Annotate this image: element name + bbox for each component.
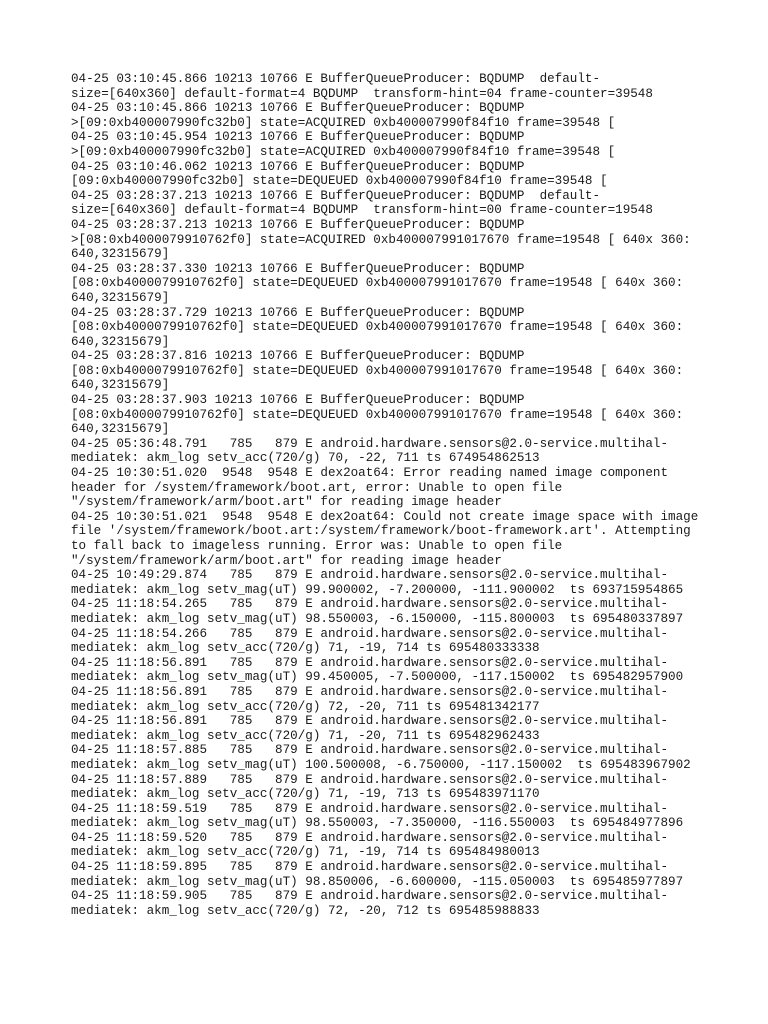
log-line: 640,32315679] bbox=[71, 247, 170, 262]
log-line: 04-25 11:18:59.519 785 879 E android.hardware.sensors@2.0-service.multihal- bbox=[71, 801, 669, 816]
log-line: mediatek: akm_log setv_mag(uT) 98.850006, -6.600000, -115.050003 ts 695485977897 bbox=[71, 874, 684, 889]
log-line: 04-25 11:18:54.266 785 879 E android.hardware.sensors@2.0-service.multihal- bbox=[71, 626, 669, 641]
log-line: mediatek: akm_log setv_acc(720/g) 72, -20, 711 ts 695481342177 bbox=[71, 699, 540, 714]
log-line: [08:0xb4000079910762f0] state=DEQUEUED 0xb400007991017670 frame=19548 [ 640x 360: bbox=[71, 320, 684, 335]
log-line: 04-25 10:30:51.021 9548 9548 E dex2oat64: Could not create image space with image bbox=[71, 509, 699, 524]
log-line: 04-25 11:18:54.265 785 879 E android.hardware.sensors@2.0-service.multihal- bbox=[71, 597, 669, 612]
log-line: 640,32315679] bbox=[71, 422, 170, 437]
log-line: 04-25 11:18:59.905 785 879 E android.hardware.sensors@2.0-service.multihal- bbox=[71, 889, 669, 904]
log-line: 04-25 03:10:45.954 10213 10766 E BufferQueueProducer: BQDUMP bbox=[71, 130, 525, 145]
log-line: [08:0xb4000079910762f0] state=DEQUEUED 0xb400007991017670 frame=19548 [ 640x 360: bbox=[71, 363, 684, 378]
log-line: header for /system/framework/boot.art, error: Unable to open file bbox=[71, 480, 563, 495]
log-line: 04-25 11:18:56.891 785 879 E android.hardware.sensors@2.0-service.multihal- bbox=[71, 714, 669, 729]
log-line: 04-25 11:18:57.885 785 879 E android.hardware.sensors@2.0-service.multihal- bbox=[71, 743, 669, 758]
log-line: mediatek: akm_log setv_acc(720/g) 72, -20, 712 ts 695485988833 bbox=[71, 903, 540, 918]
log-line: 640,32315679] bbox=[71, 334, 170, 349]
log-line: to fall back to imageless running. Error was: Unable to open file bbox=[71, 539, 563, 553]
log-line: mediatek: akm_log setv_mag(uT) 99.450005, -7.500000, -117.150002 ts 695482957900 bbox=[71, 670, 684, 685]
log-line: 04-25 03:28:37.213 10213 10766 E BufferQueueProducer: BQDUMP bbox=[71, 217, 525, 232]
log-text-block bbox=[71, 72, 731, 918]
log-line: mediatek: akm_log setv_mag(uT) 99.900002, -7.200000, -111.900002 ts 693715954865 bbox=[71, 582, 684, 597]
log-line: mediatek: akm_log setv_mag(uT) 98.550003, -6.150000, -115.800003 ts 695480337897 bbox=[71, 611, 684, 626]
log-line: 04-25 03:28:37.816 10213 10766 E BufferQueueProducer: BQDUMP bbox=[71, 349, 525, 364]
log-line: [09:0xb400007990fc32b0] state=DEQUEUED 0xb400007990f84f10 frame=39548 [ bbox=[71, 174, 608, 189]
log-line: file '/system/framework/boot.art:/system/framework/boot-framework.art'. Attempting bbox=[71, 524, 691, 539]
log-line: mediatek: akm_log setv_acc(720/g) 71, -19, 714 ts 695480333338 bbox=[71, 641, 540, 656]
log-line: 04-25 10:49:29.874 785 879 E android.hardware.sensors@2.0-service.multihal- bbox=[71, 568, 669, 583]
log-line: "/system/framework/arm/boot.art" for reading image header bbox=[71, 553, 502, 568]
log-line: mediatek: akm_log setv_mag(uT) 98.550003, -7.350000, -116.550003 ts 695484977896 bbox=[71, 816, 684, 831]
log-line: 04-25 11:18:59.520 785 879 E android.hardware.sensors@2.0-service.multihal- bbox=[71, 830, 669, 845]
log-line: 04-25 11:18:56.891 785 879 E android.hardware.sensors@2.0-service.multihal- bbox=[71, 655, 669, 670]
log-line: size=[640x360] default-format=4 BQDUMP transform-hint=04 frame-counter=39548 bbox=[71, 86, 653, 101]
log-line: 04-25 11:18:59.895 785 879 E android.hardware.sensors@2.0-service.multihal- bbox=[71, 860, 669, 875]
log-line: 04-25 03:28:37.213 10213 10766 E BufferQueueProducer: BQDUMP default- bbox=[71, 188, 601, 203]
log-line: 04-25 03:28:37.903 10213 10766 E BufferQueueProducer: BQDUMP bbox=[71, 393, 525, 408]
log-line: >[08:0xb4000079910762f0] state=ACQUIRED 0xb400007991017670 frame=19548 [ 640x 360: bbox=[71, 232, 691, 247]
log-line: 04-25 05:36:48.791 785 879 E android.hardware.sensors@2.0-service.multihal- bbox=[71, 436, 669, 451]
log-line: >[09:0xb400007990fc32b0] state=ACQUIRED 0xb400007990f84f10 frame=39548 [ bbox=[71, 144, 616, 159]
log-line: 640,32315679] bbox=[71, 290, 170, 305]
log-line: 04-25 03:28:37.330 10213 10766 E BufferQueueProducer: BQDUMP bbox=[71, 261, 525, 276]
log-line: 04-25 11:18:57.889 785 879 E android.hardware.sensors@2.0-service.multihal- bbox=[71, 772, 669, 787]
log-line: 04-25 03:10:46.062 10213 10766 E BufferQueueProducer: BQDUMP bbox=[71, 159, 525, 174]
log-line: 04-25 03:28:37.729 10213 10766 E BufferQueueProducer: BQDUMP bbox=[71, 305, 525, 320]
log-line: size=[640x360] default-format=4 BQDUMP transform-hint=00 frame-counter=19548 bbox=[71, 203, 653, 218]
log-line: 04-25 03:10:45.866 10213 10766 E BufferQueueProducer: BQDUMP default- bbox=[71, 72, 601, 86]
log-line: mediatek: akm_log setv_mag(uT) 100.500008, -6.750000, -117.150002 ts 695483967902 bbox=[71, 757, 691, 772]
log-line: 640,32315679] bbox=[71, 378, 170, 393]
log-line: 04-25 11:18:56.891 785 879 E android.hardware.sensors@2.0-service.multihal- bbox=[71, 684, 669, 699]
log-line: 04-25 10:30:51.020 9548 9548 E dex2oat64: Error reading named image component bbox=[71, 466, 669, 481]
log-line: [08:0xb4000079910762f0] state=DEQUEUED 0xb400007991017670 frame=19548 [ 640x 360: bbox=[71, 276, 684, 291]
log-line: mediatek: akm_log setv_acc(720/g) 70, -22, 711 ts 674954862513 bbox=[71, 451, 540, 466]
log-line: "/system/framework/arm/boot.art" for reading image header bbox=[71, 495, 502, 510]
log-line: mediatek: akm_log setv_acc(720/g) 71, -19, 713 ts 695483971170 bbox=[71, 787, 540, 802]
log-line: mediatek: akm_log setv_acc(720/g) 71, -19, 714 ts 695484980013 bbox=[71, 845, 540, 860]
log-line: 04-25 03:10:45.866 10213 10766 E BufferQueueProducer: BQDUMP bbox=[71, 101, 525, 116]
log-line: [08:0xb4000079910762f0] state=DEQUEUED 0xb400007991017670 frame=19548 [ 640x 360: bbox=[71, 407, 684, 422]
log-line: mediatek: akm_log setv_acc(720/g) 71, -20, 711 ts 695482962433 bbox=[71, 728, 540, 743]
log-line: >[09:0xb400007990fc32b0] state=ACQUIRED 0xb400007990f84f10 frame=39548 [ bbox=[71, 115, 616, 130]
